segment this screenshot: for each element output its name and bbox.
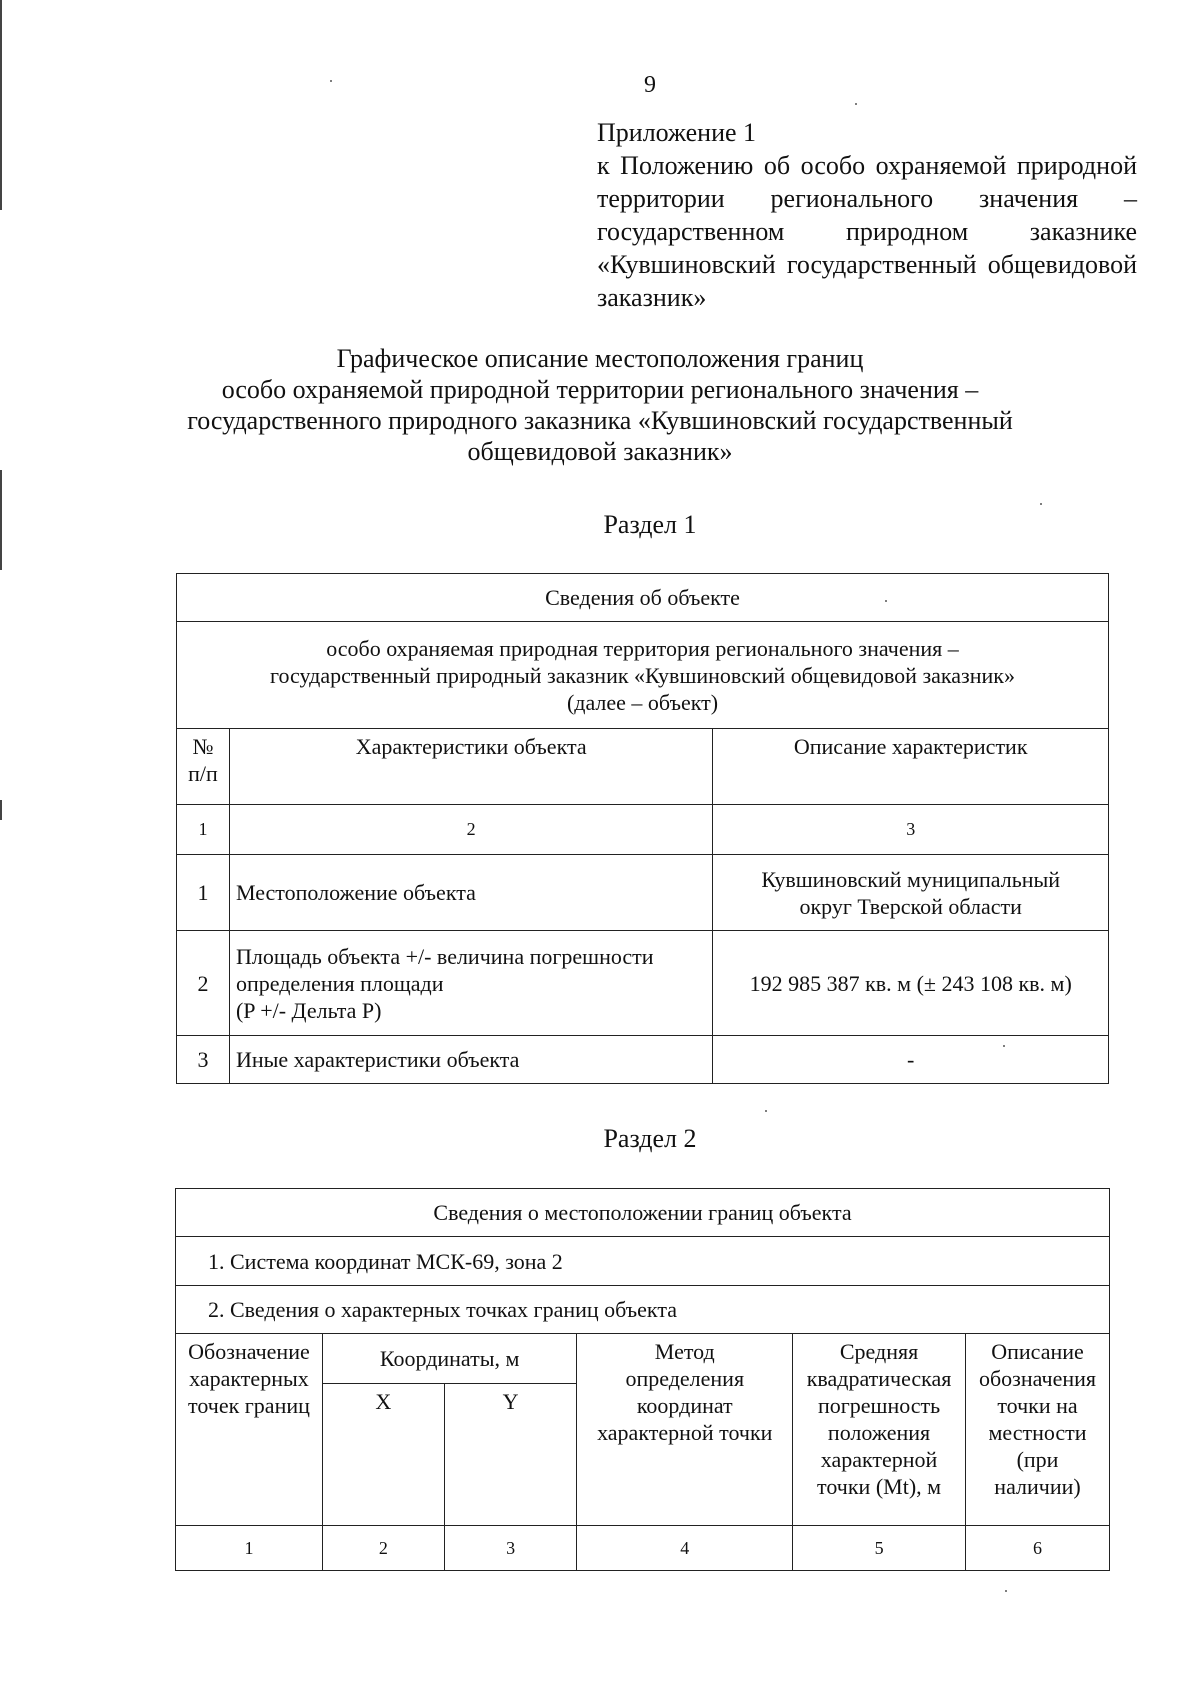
column-header-line: положения: [827, 1420, 931, 1445]
column-header-characteristics: Характеристики объекта: [229, 729, 712, 805]
column-header-line: наличии): [994, 1474, 1081, 1499]
column-number-cell: 6: [966, 1526, 1110, 1571]
page-number: 9: [644, 72, 656, 98]
row-characteristic: [229, 931, 712, 1036]
table-row: [177, 855, 1109, 931]
column-header-line: координат: [636, 1393, 733, 1418]
column-header-line: (при: [1016, 1447, 1059, 1472]
annex-body: к Положению об особо охраняемой природной территории регионального значения – государственном природном заказнике «Кувшиновский государственный общевидовой заказник»: [597, 151, 1137, 312]
column-header-number-line: №: [192, 734, 214, 759]
points-heading-row: 2. Сведения о характерных точках границ объекта: [176, 1286, 1110, 1334]
column-number-cell: 1: [177, 805, 230, 855]
row-characteristic-line: определения площади: [235, 970, 444, 996]
column-header-line: точек границ: [188, 1393, 310, 1418]
column-header-description: Описание характеристик: [713, 729, 1109, 805]
document-title-line: государственного природного заказника «Кувшиновский государственный: [187, 406, 1013, 435]
object-name-line: государственный природный заказник «Кувшиновский общевидовой заказник»: [270, 662, 1015, 688]
row-characteristic: Местоположение объекта: [229, 855, 712, 931]
column-header-number: [177, 729, 230, 805]
row-characteristic-line: (P +/- Дельта P): [235, 997, 382, 1023]
column-header-error: [793, 1334, 966, 1526]
column-header-line: квадратическая: [806, 1366, 952, 1391]
column-header-coordinates: Координаты, м: [322, 1334, 577, 1384]
column-header-line: точки на: [997, 1393, 1078, 1418]
document-title-line: Графическое описание местоположения границ: [336, 344, 864, 373]
column-header-line: Средняя: [839, 1339, 919, 1364]
row-description: 192 985 387 кв. м (± 243 108 кв. м): [713, 931, 1109, 1036]
object-name-line: (далее – объект): [566, 689, 719, 715]
table-row: [177, 1036, 1109, 1084]
column-header-line: местности: [988, 1420, 1087, 1445]
row-description: [713, 855, 1109, 931]
scan-speck: [1040, 503, 1042, 505]
annex-caption: [597, 116, 1137, 314]
column-header-designation: [176, 1334, 323, 1526]
column-number-cell: 4: [577, 1526, 793, 1571]
document-title-line: особо охраняемой природной территории регионального значения –: [221, 375, 979, 404]
row-number: 2: [177, 931, 230, 1036]
scan-speck: [330, 80, 332, 82]
table-row: [177, 931, 1109, 1036]
scan-edge-mark: [0, 800, 2, 820]
row-description-line: Кувшиновский муниципальный: [761, 866, 1061, 892]
object-info-table-title: Сведения об объекте: [177, 574, 1109, 622]
column-header-line: Описание: [991, 1339, 1084, 1364]
scan-edge-mark: [0, 470, 2, 570]
column-number-cell: 2: [229, 805, 712, 855]
column-header-line: погрешность: [817, 1393, 941, 1418]
object-name-cell: [177, 622, 1109, 729]
column-header-method: [577, 1334, 793, 1526]
column-header-line: Обозначение: [188, 1339, 310, 1364]
row-characteristic: Иные характеристики объекта: [229, 1036, 712, 1084]
column-number-cell: 2: [322, 1526, 444, 1571]
document-title: [150, 343, 1050, 467]
boundary-table-title: Сведения о местоположении границ объекта: [176, 1189, 1110, 1237]
coordinate-system-row: 1. Система координат МСК-69, зона 2: [176, 1237, 1110, 1286]
column-number-cell: 1: [176, 1526, 323, 1571]
row-number: 3: [177, 1036, 230, 1084]
column-header-y: Y: [444, 1384, 577, 1526]
document-title-line: общевидовой заказник»: [467, 437, 733, 466]
column-header-line: характерной: [820, 1447, 938, 1472]
row-description-line: округ Тверской области: [799, 893, 1022, 919]
scan-speck: [1005, 1590, 1007, 1592]
scan-speck: [765, 1110, 767, 1112]
section-1-heading: Раздел 1: [603, 510, 697, 539]
row-characteristic-line: Площадь объекта +/- величина погрешности: [235, 943, 654, 969]
scan-speck: [855, 103, 857, 105]
column-header-line: обозначения: [978, 1366, 1097, 1391]
column-header-x: X: [322, 1384, 444, 1526]
column-header-line: характерных: [189, 1366, 309, 1391]
column-header-mark-description: [966, 1334, 1110, 1526]
row-number: 1: [177, 855, 230, 931]
object-info-table: [176, 573, 1109, 1084]
column-header-line: характерной точки: [597, 1420, 773, 1445]
object-name-line: особо охраняемая природная территория регионального значения –: [326, 635, 959, 661]
column-number-cell: 3: [444, 1526, 577, 1571]
column-number-cell: 3: [713, 805, 1109, 855]
column-header-line: Метод: [654, 1339, 715, 1364]
annex-title: Приложение 1: [597, 118, 757, 147]
column-header-line: точки (Mt), м: [817, 1474, 942, 1499]
column-number-cell: 5: [793, 1526, 966, 1571]
scan-edge-mark: [0, 0, 2, 210]
row-description: -: [713, 1036, 1109, 1084]
column-header-line: определения: [625, 1366, 745, 1391]
column-header-number-line: п/п: [188, 761, 218, 786]
boundary-points-table: [175, 1188, 1110, 1571]
section-2-heading: Раздел 2: [603, 1124, 697, 1153]
